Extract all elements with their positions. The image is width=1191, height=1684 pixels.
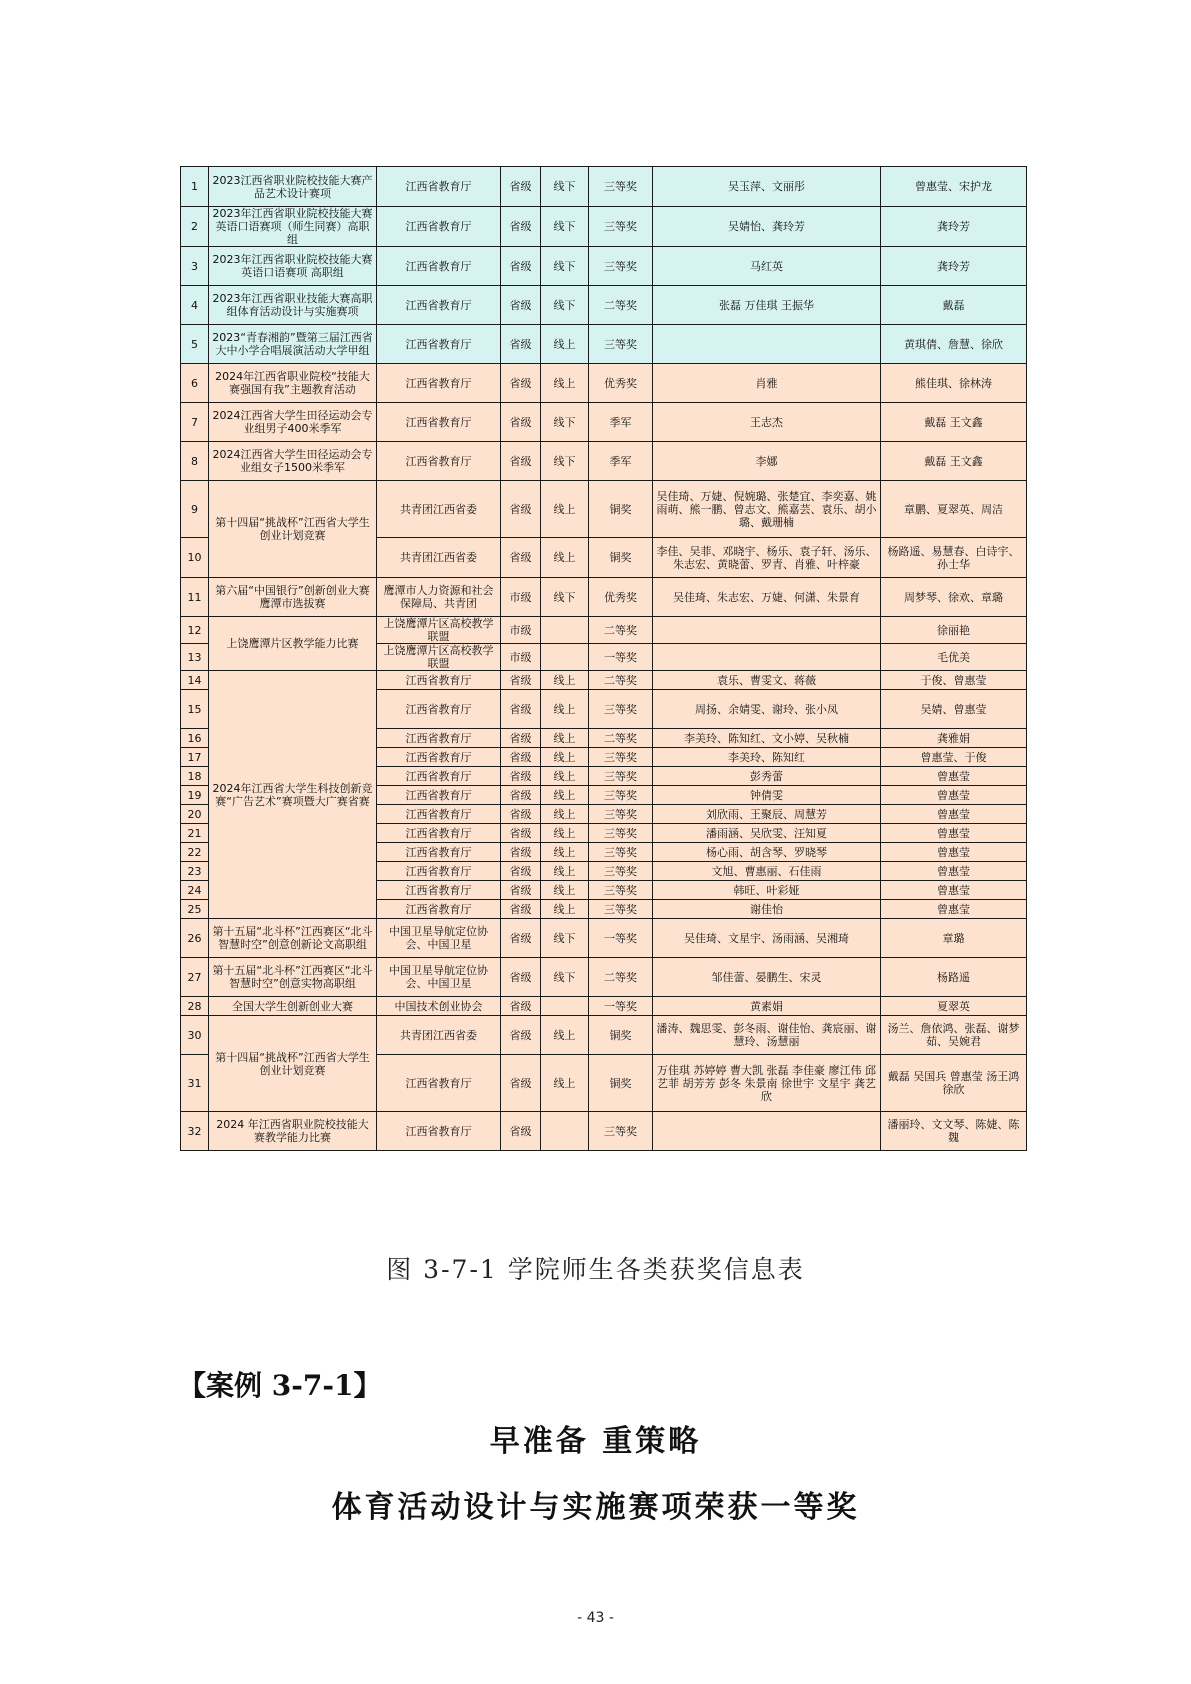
students-cell: 吴婧怡、龚玲芳 (653, 207, 881, 247)
teachers-cell: 曾惠莹 (881, 881, 1027, 900)
contest-name-cell: 2024江西省大学生田径运动会专业组男子400米季军 (209, 403, 377, 442)
organizer-cell: 共青团江西省委 (377, 1016, 501, 1055)
mode-cell: 线上 (541, 1016, 589, 1055)
award-cell: 三等奖 (589, 690, 653, 729)
row-number-cell: 13 (181, 644, 209, 671)
contest-name-cell: 2024 年江西省职业院校技能大赛教学能力比赛 (209, 1112, 377, 1151)
organizer-cell: 江西省教育厅 (377, 207, 501, 247)
mode-cell: 线上 (541, 729, 589, 748)
students-cell: 李美玲、陈知红、文小婷、吴秋楠 (653, 729, 881, 748)
students-cell: 黄素娟 (653, 997, 881, 1016)
mode-cell: 线上 (541, 748, 589, 767)
award-cell: 一等奖 (589, 997, 653, 1016)
level-cell: 省级 (501, 881, 541, 900)
level-cell: 省级 (501, 538, 541, 578)
award-cell: 三等奖 (589, 325, 653, 364)
contest-name-cell: 第十四届“挑战杯”江西省大学生创业计划竞赛 (209, 1016, 377, 1112)
row-number-cell: 5 (181, 325, 209, 364)
award-cell: 三等奖 (589, 881, 653, 900)
table-row (181, 403, 1027, 442)
teachers-cell: 戴磊 王文鑫 (881, 442, 1027, 481)
teachers-cell: 曾惠莹 (881, 862, 1027, 881)
award-table (180, 166, 1027, 1151)
mode-cell: 线上 (541, 786, 589, 805)
mode-cell: 线下 (541, 286, 589, 325)
teachers-cell: 杨路遥、易慧春、白诗宇、孙士华 (881, 538, 1027, 578)
organizer-cell: 江西省教育厅 (377, 364, 501, 403)
mode-cell: 线上 (541, 881, 589, 900)
contest-name-cell: 2024年江西省大学生科技创新竞赛“广告艺术”赛项暨大广赛省赛 (209, 671, 377, 919)
level-cell: 省级 (501, 805, 541, 824)
award-cell: 三等奖 (589, 748, 653, 767)
level-cell: 省级 (501, 767, 541, 786)
table-row (181, 364, 1027, 403)
students-cell: 谢佳怡 (653, 900, 881, 919)
row-number-cell: 12 (181, 617, 209, 644)
students-cell: 李美玲、陈知红 (653, 748, 881, 767)
mode-cell: 线上 (541, 862, 589, 881)
row-number-cell: 17 (181, 748, 209, 767)
students-cell: 邹佳蕾、晏鹏生、宋灵 (653, 958, 881, 997)
students-cell: 潘涛、魏思雯、彭冬雨、谢佳怡、龚宸丽、谢慧玲、汤慧丽 (653, 1016, 881, 1055)
organizer-cell: 江西省教育厅 (377, 748, 501, 767)
students-cell (653, 644, 881, 671)
teachers-cell: 曾惠莹 (881, 824, 1027, 843)
level-cell: 省级 (501, 286, 541, 325)
level-cell: 省级 (501, 862, 541, 881)
contest-name-cell: 全国大学生创新创业大赛 (209, 997, 377, 1016)
mode-cell: 线上 (541, 843, 589, 862)
students-cell: 韩旺、叶彩娅 (653, 881, 881, 900)
level-cell: 省级 (501, 364, 541, 403)
row-number-cell: 24 (181, 881, 209, 900)
teachers-cell: 潘丽玲、文文琴、陈婕、陈魏 (881, 1112, 1027, 1151)
row-number-cell: 7 (181, 403, 209, 442)
students-cell (653, 325, 881, 364)
teachers-cell: 周梦琴、徐欢、章璐 (881, 578, 1027, 617)
teachers-cell: 龚玲芳 (881, 247, 1027, 286)
organizer-cell: 江西省教育厅 (377, 1112, 501, 1151)
award-cell: 三等奖 (589, 805, 653, 824)
row-number-cell: 25 (181, 900, 209, 919)
students-cell: 吴佳琦、文星宇、汤雨涵、吴湘琦 (653, 919, 881, 958)
level-cell: 省级 (501, 481, 541, 538)
level-cell: 省级 (501, 167, 541, 207)
organizer-cell: 中国卫星导航定位协会、中国卫星 (377, 919, 501, 958)
level-cell: 省级 (501, 403, 541, 442)
teachers-cell: 曾惠莹 (881, 805, 1027, 824)
students-cell: 马红英 (653, 247, 881, 286)
award-cell: 季军 (589, 403, 653, 442)
row-number-cell: 22 (181, 843, 209, 862)
table-row (181, 919, 1027, 958)
level-cell: 省级 (501, 843, 541, 862)
mode-cell (541, 644, 589, 671)
level-cell: 市级 (501, 578, 541, 617)
row-number-cell: 19 (181, 786, 209, 805)
organizer-cell: 上饶鹰潭片区高校教学联盟 (377, 644, 501, 671)
contest-name-cell: 第十五届“北斗杯”江西赛区“北斗智慧时空”创意实物高职组 (209, 958, 377, 997)
award-cell: 优秀奖 (589, 578, 653, 617)
table-row (181, 997, 1027, 1016)
mode-cell: 线下 (541, 167, 589, 207)
award-cell: 三等奖 (589, 247, 653, 286)
level-cell: 省级 (501, 1055, 541, 1112)
students-cell: 潘雨涵、吴欣雯、汪知夏 (653, 824, 881, 843)
award-cell: 三等奖 (589, 167, 653, 207)
level-cell: 省级 (501, 958, 541, 997)
level-cell: 省级 (501, 997, 541, 1016)
row-number-cell: 3 (181, 247, 209, 286)
row-number-cell: 23 (181, 862, 209, 881)
teachers-cell: 章璐 (881, 919, 1027, 958)
organizer-cell: 鹰潭市人力资源和社会保障局、共青团 (377, 578, 501, 617)
organizer-cell: 江西省教育厅 (377, 900, 501, 919)
organizer-cell: 江西省教育厅 (377, 442, 501, 481)
table-row (181, 671, 1027, 690)
level-cell: 市级 (501, 644, 541, 671)
row-number-cell: 14 (181, 671, 209, 690)
award-cell: 二等奖 (589, 286, 653, 325)
teachers-cell: 龚雅娟 (881, 729, 1027, 748)
teachers-cell: 章鹏、夏翠英、周洁 (881, 481, 1027, 538)
award-cell: 三等奖 (589, 786, 653, 805)
award-cell: 二等奖 (589, 958, 653, 997)
award-cell: 三等奖 (589, 900, 653, 919)
students-cell: 张磊 万佳琪 王振华 (653, 286, 881, 325)
row-number-cell: 15 (181, 690, 209, 729)
row-number-cell: 18 (181, 767, 209, 786)
organizer-cell: 江西省教育厅 (377, 767, 501, 786)
table-row (181, 286, 1027, 325)
organizer-cell: 江西省教育厅 (377, 824, 501, 843)
table-row (181, 578, 1027, 617)
row-number-cell: 1 (181, 167, 209, 207)
row-number-cell: 31 (181, 1055, 209, 1112)
level-cell: 省级 (501, 325, 541, 364)
contest-name-cell: 2024江西省大学生田径运动会专业组女子1500米季军 (209, 442, 377, 481)
contest-name-cell: 2023年江西省职业院校技能大赛英语口语赛项（师生同赛）高职组 (209, 207, 377, 247)
mode-cell: 线上 (541, 325, 589, 364)
level-cell: 省级 (501, 247, 541, 286)
organizer-cell: 江西省教育厅 (377, 862, 501, 881)
teachers-cell: 黄琪倩、詹慧、徐欣 (881, 325, 1027, 364)
students-cell: 袁乐、曹雯文、蒋薇 (653, 671, 881, 690)
organizer-cell: 江西省教育厅 (377, 286, 501, 325)
organizer-cell: 共青团江西省委 (377, 538, 501, 578)
row-number-cell: 10 (181, 538, 209, 578)
table-caption: 图 3-7-1 学院师生各类获奖信息表 (386, 1255, 805, 1284)
teachers-cell: 夏翠英 (881, 997, 1027, 1016)
mode-cell (541, 617, 589, 644)
teachers-cell: 戴磊 王文鑫 (881, 403, 1027, 442)
students-cell: 周扬、余婧雯、谢玲、张小凤 (653, 690, 881, 729)
organizer-cell: 江西省教育厅 (377, 805, 501, 824)
mode-cell (541, 997, 589, 1016)
mode-cell: 线上 (541, 805, 589, 824)
level-cell: 省级 (501, 671, 541, 690)
mode-cell: 线上 (541, 481, 589, 538)
table-row (181, 617, 1027, 644)
award-cell: 铜奖 (589, 538, 653, 578)
case-label: 【案例 3-7-1】 (178, 1369, 382, 1402)
row-number-cell: 6 (181, 364, 209, 403)
organizer-cell: 江西省教育厅 (377, 729, 501, 748)
organizer-cell: 江西省教育厅 (377, 247, 501, 286)
level-cell: 省级 (501, 786, 541, 805)
students-cell: 肖雅 (653, 364, 881, 403)
table-row (181, 442, 1027, 481)
contest-name-cell: 2023“青春湘韵”暨第三届江西省大中小学合唱展演活动大学甲组 (209, 325, 377, 364)
students-cell: 杨心雨、胡含琴、罗晓琴 (653, 843, 881, 862)
organizer-cell: 江西省教育厅 (377, 671, 501, 690)
level-cell: 省级 (501, 1016, 541, 1055)
row-number-cell: 2 (181, 207, 209, 247)
organizer-cell: 江西省教育厅 (377, 881, 501, 900)
table-row (181, 325, 1027, 364)
award-cell: 三等奖 (589, 207, 653, 247)
organizer-cell: 江西省教育厅 (377, 167, 501, 207)
organizer-cell: 江西省教育厅 (377, 325, 501, 364)
level-cell: 省级 (501, 729, 541, 748)
students-cell: 吴玉萍、文丽彤 (653, 167, 881, 207)
award-cell: 铜奖 (589, 1055, 653, 1112)
level-cell: 省级 (501, 748, 541, 767)
contest-name-cell: 第十五届“北斗杯”江西赛区“北斗智慧时空”创意创新论文高职组 (209, 919, 377, 958)
row-number-cell: 30 (181, 1016, 209, 1055)
table-row (181, 1016, 1027, 1055)
award-cell: 二等奖 (589, 671, 653, 690)
level-cell: 省级 (501, 1112, 541, 1151)
students-cell: 吴佳琦、万婕、倪婉璐、张楚宜、李奕嘉、姚雨萌、熊一鹏、曾志文、熊嘉芸、袁乐、胡小璐、戴珊楠 (653, 481, 881, 538)
teachers-cell: 徐丽艳 (881, 617, 1027, 644)
students-cell: 钟倩雯 (653, 786, 881, 805)
mode-cell: 线下 (541, 207, 589, 247)
teachers-cell: 戴磊 (881, 286, 1027, 325)
award-cell: 季军 (589, 442, 653, 481)
organizer-cell: 中国卫星导航定位协会、中国卫星 (377, 958, 501, 997)
award-cell: 一等奖 (589, 919, 653, 958)
students-cell: 万佳琪 苏婷婷 曹大凯 张磊 李佳豪 廖江伟 邱艺菲 胡芳芳 彭冬 朱景南 徐世宇 文星宇 龚艺欣 (653, 1055, 881, 1112)
mode-cell: 线下 (541, 247, 589, 286)
mode-cell: 线上 (541, 671, 589, 690)
row-number-cell: 21 (181, 824, 209, 843)
level-cell: 省级 (501, 824, 541, 843)
students-cell: 刘欣雨、王聚辰、周慧芳 (653, 805, 881, 824)
contest-name-cell: 2024年江西省职业院校“技能大赛强国有我”主题教育活动 (209, 364, 377, 403)
award-cell: 三等奖 (589, 843, 653, 862)
award-cell: 三等奖 (589, 862, 653, 881)
students-cell (653, 617, 881, 644)
teachers-cell: 毛优美 (881, 644, 1027, 671)
teachers-cell: 曾惠莹、宋护龙 (881, 167, 1027, 207)
contest-name-cell: 2023年江西省职业院校技能大赛英语口语赛项 高职组 (209, 247, 377, 286)
level-cell: 省级 (501, 690, 541, 729)
organizer-cell: 江西省教育厅 (377, 1055, 501, 1112)
mode-cell: 线下 (541, 919, 589, 958)
row-number-cell: 8 (181, 442, 209, 481)
table-row (181, 247, 1027, 286)
mode-cell: 线上 (541, 538, 589, 578)
row-number-cell: 32 (181, 1112, 209, 1151)
mode-cell: 线上 (541, 767, 589, 786)
mode-cell: 线上 (541, 824, 589, 843)
award-cell: 铜奖 (589, 1016, 653, 1055)
contest-name-cell: 第十四届“挑战杯”江西省大学生创业计划竞赛 (209, 481, 377, 578)
level-cell: 省级 (501, 919, 541, 958)
contest-name-cell: 第六届“中国银行”创新创业大赛鹰潭市选拔赛 (209, 578, 377, 617)
mode-cell: 线上 (541, 1055, 589, 1112)
teachers-cell: 汤兰、詹依鸿、张磊、谢梦茹、吴婉君 (881, 1016, 1027, 1055)
award-cell: 二等奖 (589, 729, 653, 748)
teachers-cell: 戴磊 吴国兵 曾惠莹 汤王鸿 徐欣 (881, 1055, 1027, 1112)
organizer-cell: 共青团江西省委 (377, 481, 501, 538)
award-cell: 一等奖 (589, 644, 653, 671)
students-cell: 文旭、曹惠丽、石佳雨 (653, 862, 881, 881)
teachers-cell: 曾惠莹 (881, 843, 1027, 862)
contest-name-cell: 上饶鹰潭片区教学能力比赛 (209, 617, 377, 671)
students-cell: 王志杰 (653, 403, 881, 442)
award-cell: 三等奖 (589, 1112, 653, 1151)
teachers-cell: 曾惠莹、于俊 (881, 748, 1027, 767)
award-cell: 三等奖 (589, 824, 653, 843)
level-cell: 省级 (501, 900, 541, 919)
level-cell: 省级 (501, 442, 541, 481)
award-cell: 二等奖 (589, 617, 653, 644)
row-number-cell: 9 (181, 481, 209, 538)
organizer-cell: 江西省教育厅 (377, 843, 501, 862)
teachers-cell: 曾惠莹 (881, 767, 1027, 786)
students-cell: 李佳、吴菲、邓晓宇、杨乐、袁子轩、汤乐、朱志宏、黄晓蕾、罗青、肖雅、叶梓豪 (653, 538, 881, 578)
page-number: - 43 - (577, 1610, 614, 1626)
teachers-cell: 杨路遥 (881, 958, 1027, 997)
students-cell: 吴佳琦、朱志宏、万婕、何潇、朱景育 (653, 578, 881, 617)
table-row (181, 207, 1027, 247)
organizer-cell: 中国技术创业协会 (377, 997, 501, 1016)
award-cell: 优秀奖 (589, 364, 653, 403)
award-cell: 三等奖 (589, 767, 653, 786)
teachers-cell: 于俊、曾惠莹 (881, 671, 1027, 690)
teachers-cell: 熊佳琪、徐林涛 (881, 364, 1027, 403)
teachers-cell: 曾惠莹 (881, 786, 1027, 805)
row-number-cell: 28 (181, 997, 209, 1016)
mode-cell: 线下 (541, 958, 589, 997)
row-number-cell: 27 (181, 958, 209, 997)
mode-cell: 线下 (541, 578, 589, 617)
table-row (181, 167, 1027, 207)
mode-cell (541, 1112, 589, 1151)
organizer-cell: 江西省教育厅 (377, 690, 501, 729)
table-body (181, 167, 1027, 1151)
teachers-cell: 曾惠莹 (881, 900, 1027, 919)
table-row (181, 1112, 1027, 1151)
case-title-line-1: 早准备 重策略 (489, 1424, 702, 1459)
mode-cell: 线下 (541, 442, 589, 481)
case-title-line-2: 体育活动设计与实施赛项荣获一等奖 (331, 1490, 860, 1525)
students-cell: 彭秀蕾 (653, 767, 881, 786)
row-number-cell: 4 (181, 286, 209, 325)
row-number-cell: 20 (181, 805, 209, 824)
contest-name-cell: 2023江西省职业院校技能大赛产品艺术设计赛项 (209, 167, 377, 207)
organizer-cell: 江西省教育厅 (377, 403, 501, 442)
row-number-cell: 16 (181, 729, 209, 748)
table-row (181, 481, 1027, 538)
table-row (181, 958, 1027, 997)
row-number-cell: 11 (181, 578, 209, 617)
teachers-cell: 龚玲芳 (881, 207, 1027, 247)
mode-cell: 线上 (541, 900, 589, 919)
contest-name-cell: 2023年江西省职业技能大赛高职组体育活动设计与实施赛项 (209, 286, 377, 325)
level-cell: 市级 (501, 617, 541, 644)
mode-cell: 线下 (541, 403, 589, 442)
students-cell (653, 1112, 881, 1151)
organizer-cell: 江西省教育厅 (377, 786, 501, 805)
mode-cell: 线上 (541, 364, 589, 403)
level-cell: 省级 (501, 207, 541, 247)
organizer-cell: 上饶鹰潭片区高校教学联盟 (377, 617, 501, 644)
teachers-cell: 吴婧、曾惠莹 (881, 690, 1027, 729)
mode-cell: 线上 (541, 690, 589, 729)
students-cell: 李娜 (653, 442, 881, 481)
award-cell: 铜奖 (589, 481, 653, 538)
row-number-cell: 26 (181, 919, 209, 958)
